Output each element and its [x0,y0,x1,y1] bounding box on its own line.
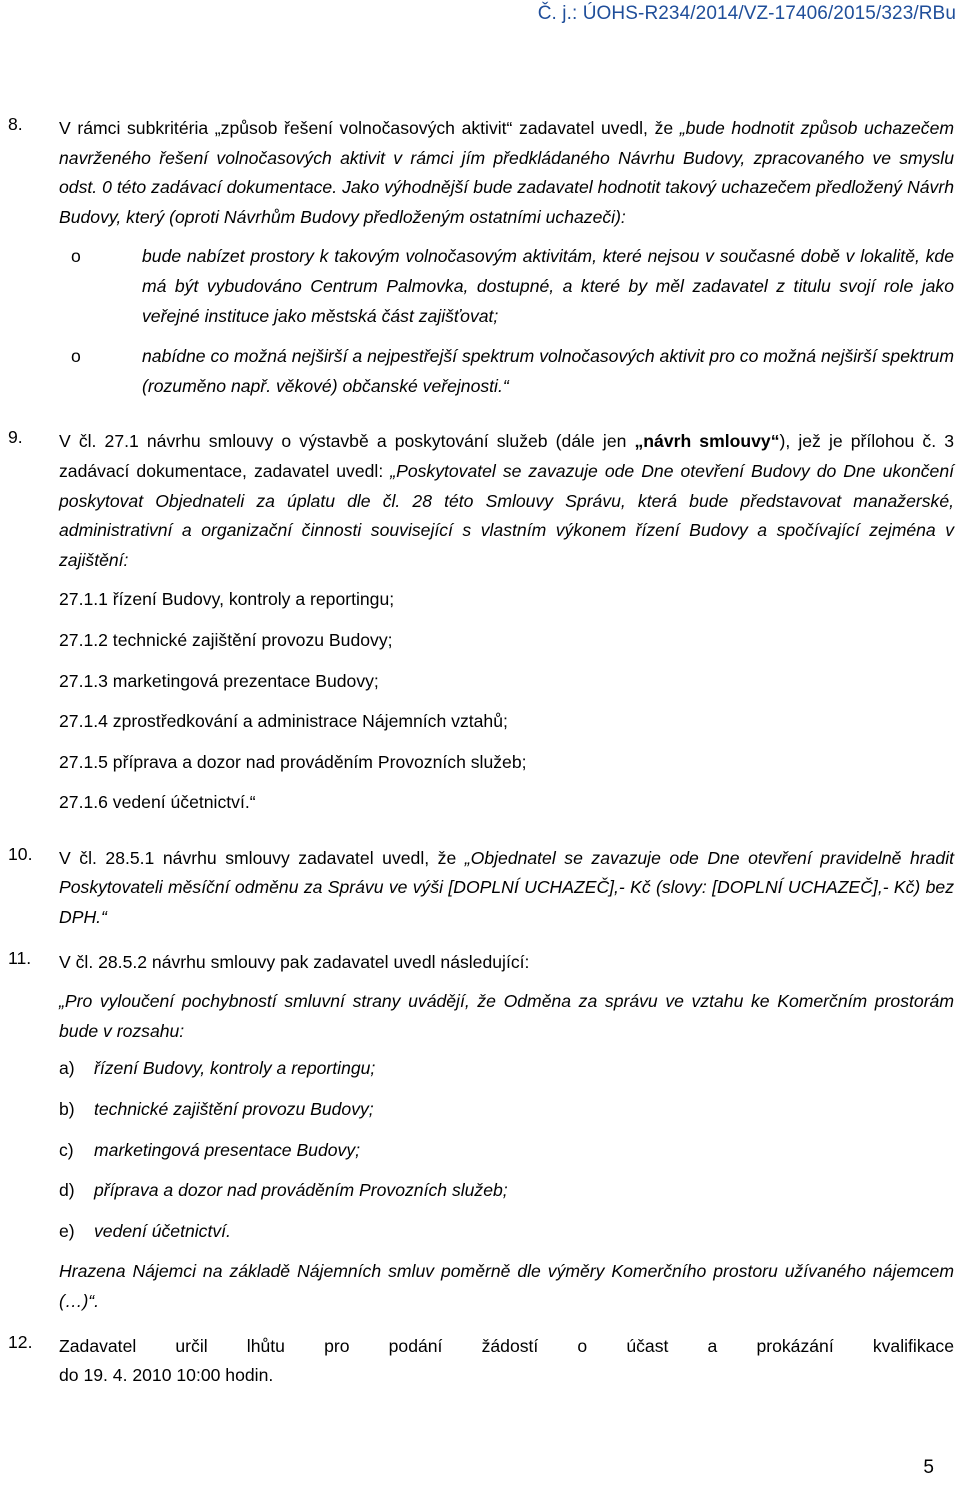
list-text: příprava a dozor nad prováděním Provozních služeb; [94,1180,508,1201]
list-text: vedení účetnictví. [94,1220,231,1241]
bullet-text: bude nabízet prostory k takovým volnočasovým aktivitám, které nejsou v současné době v lokalitě, kde má být vybudováno Centrum Palmovka, dostupné, a které by měl zadavatel z titulu svojí role jako veřejné instituce jako městská část zajišťovat; [142,246,954,326]
quoted-text: „Poskytovatel se zavazuje ode Dne otevření Budovy do Dne ukončení poskytovat Objednateli za úplatu dle čl. 28 této Smlouvy Správu, která bude představovat manažerské, administrativní a organizační činnosti související s vlastním výkonem řízení Budovy a spočívající zejména v zajištění: [59,460,954,570]
bullet-marker: o [71,246,81,267]
list-text: technické zajištění provozu Budovy; [94,1099,374,1120]
text-run: V rámci subkritéria „způsob řešení volnočasových aktivit“ zadavatel uvedl, že [59,118,680,138]
document-reference: Č. j.: ÚOHS-R234/2014/VZ-17406/2015/323/RBu [537,3,956,24]
paragraph-body [59,948,954,1317]
list-item: 27.1.1 řízení Budovy, kontroly a reportingu; [59,589,395,610]
list-marker: a) [59,1058,75,1079]
quoted-text: Hrazena Nájemci na základě Nájemních smluv poměrně dle výměry Komerčního prostoru užívaného nájemcem (…)“. [59,1261,954,1311]
quoted-text: „Pro vyloučení pochybností smluvní strany uvádějí, že Odměna za správu ve vztahu ke Komerčním prostorám bude v rozsahu: [59,991,954,1041]
paragraph-number: 10. [8,843,33,864]
list-item: 27.1.3 marketingová prezentace Budovy; [59,670,379,691]
paragraph-text [59,844,954,933]
list-item: 27.1.4 zprostředkování a administrace Nájemních vztahů; [59,711,508,732]
text-run: V čl. 28.5.1 návrhu smlouvy zadavatel uvedl, že [59,847,465,868]
list-item [59,1095,954,1125]
paragraph-11 [8,948,954,1317]
paragraph-12 [8,1332,954,1391]
list-item: 27.1.2 technické zajištění provozu Budovy; [59,629,393,650]
bullet-list [59,242,954,401]
list-marker: b) [59,1099,75,1120]
paragraph-text: do 19. 4. 2010 10:00 hodin. [59,1365,274,1386]
paragraph-body [59,844,954,933]
list-marker: e) [59,1220,75,1241]
quoted-text: „Objednatel se zavazuje ode Dne otevření pravidelně hradit Poskytovateli měsíční odměnu za Správu ve výši [DOPLNÍ UCHAZEČ],- Kč (slovy: [DOPLNÍ UCHAZEČ],- Kč) bez DPH.“ [59,847,955,928]
defined-term: „návrh smlouvy“ [634,431,780,452]
paragraph-text: Zadavatel určil lhůtu pro podání žádostí o účast a prokázání kvalifikace [59,1335,954,1356]
paragraph-10 [8,844,954,933]
list-item [59,1054,954,1084]
list-item: 27.1.5 příprava a dozor nad prováděním Provozních služeb; [59,751,527,772]
list-item [59,1136,954,1166]
paragraph-text: V čl. 28.5.2 návrhu smlouvy pak zadavatel uvedl následující: [59,951,530,972]
paragraph-body [59,427,954,829]
paragraph-9 [8,427,954,829]
quoted-text: „bude hodnotit způsob uchazečem navrženého řešení volnočasových aktivit v rámci jím předkládaného Návrhu Budovy, zpracovaného ve smyslu odst. 0 této zadávací dokumentace. Jako výhodnější bude zadavatel hodnotit takový uchazečem předložený Návrh Budovy, který (oproti Návrhům Budovy předloženým ostatními uchazeči): [59,118,955,227]
paragraph-number: 8. [8,114,23,134]
bullet-text: nabídne co možná nejširší a nejpestřejší spektrum volnočasových aktivit pro co možná nejširší spektrum (rozuměno např. věkové) občanské veřejnosti.“ [142,346,954,396]
list-item [59,1217,954,1247]
sub-clause-list [59,585,954,818]
paragraph-text [59,427,954,575]
paragraph-number: 9. [8,427,23,448]
paragraph-number: 12. [8,1331,33,1352]
list-marker: d) [59,1180,75,1201]
paragraph-body [59,1332,954,1391]
text-run: ), jež je přílohou č. 3 zadávací dokumentace, zadavatel uvedl: [59,431,955,481]
paragraph-8 [8,114,954,412]
lettered-list [59,1054,954,1246]
paragraph-text [59,114,954,232]
list-text: řízení Budovy, kontroly a reportingu; [94,1058,376,1079]
document-body [8,114,954,1406]
paragraph-body [59,114,954,412]
page-number: 5 [923,1457,934,1478]
bullet-marker: o [71,346,81,367]
text-run: V čl. 27.1 návrhu smlouvy o výstavbě a poskytování služeb (dále jen [59,431,635,452]
list-item [59,1176,954,1206]
list-item: 27.1.6 vedení účetnictví.“ [59,792,256,813]
list-item [59,242,954,331]
list-marker: c) [59,1139,74,1160]
paragraph-number: 11. [8,947,32,968]
list-text: marketingová presentace Budovy; [94,1139,361,1160]
list-item [59,342,954,401]
